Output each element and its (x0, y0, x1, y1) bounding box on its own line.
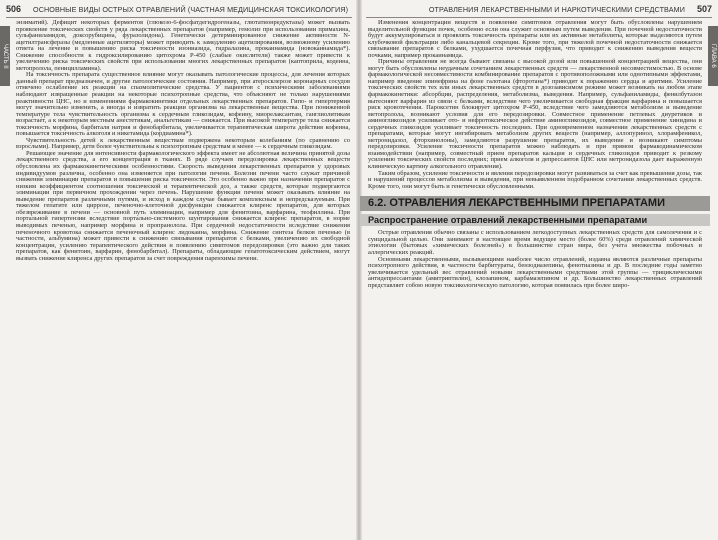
left-running-header (6, 4, 352, 18)
left-page (0, 0, 358, 540)
paragraph: На токсичность препарата существенное влияние могут оказывать патологические процессы, для лечения которых данный препарат предназначен, и другие патологические состояния. Например, при атеросклерозе коронарных сосудов отмечено ослабление их реакции на спазмолитические средства. У пациентов с психическими заболеваниями наблюдают извращенные реакции на некоторые психотропные средства, что объясняют не только нарушениями реактивности ЦНС, но и изменениями фармакокинетики отдельных лекарственных препаратов. Гипо- и гипертермия могут значительно изменить, а иногда и извратить реакции организма на лекарственные вещества. При пониженной температуре тела чувствительность организма к сердечным гликозидам, кофеину, миорелаксантам, ганглиолитикам возрастает, а к некоторым местным анестетикам, анальгетикам — снижается. При высокой температуре тела снижается токсичность морфина, барбиталя натрия и фенобарбитала, увеличивается терапевтическая широта действия кофеина, повышается токсичность алкоголя и никетамида (кордиамина*). (16, 71, 350, 138)
paragraph: Решающее значение для интенсивности фармакологического эффекта имеет не абсолютная величина принятой дозы лекарственного средства, а его концентрация в тканях. В ряде случаев передозировка лекарственных веществ обусловлена их фармакокинетическими особенностями. Скорость выведения лекарственных препаратов у здоровых индивидуумов различна, особенно она изменяется при патологии печени. Болезни печени часто служат причиной снижения элиминации препаратов и повышения риска токсичности. Это особенно важно при назначении препаратов с низким коэффициентом соотношения токсической и терапевтической доз, а также средств, которые подвергаются элиминации при первичном прохождении через печень. Нарушение функции печени может оказывать влияние на выведение препаратов различными путями, и исход в каждом случае бывает комплексным и непредсказуемым. При тяжелом гепатите или циррозе, печеночно-клеточной дисфункции снижается клиренс препаратов, для которых обезвреживание в печени — основной путь элиминации, например для фенитоина, варфарина, теофиллина. При портальной гипертензии вследствие портально-системного шунтирования снижается клиренс препаратов, в норме выводимых печенью, например морфина и пропранолола. При сердечной недостаточности вследствие снижения печеночного кровотока снижается печеночный клиренс лидокаина, морфина. Снижение синтеза белков печенью (в частности, альбумина) может привести к снижению связывания препаратов с белками, увеличению их свободной концентрации, усилению терапевтического действия и появлению симптомов передозировки (это важно для таких препаратов, как фенитоин, варфарин, фенобарбитал). Препараты, обладающие гепатотоксическим действием, могут вызвать снижение клиренса других препаратов за счет повреждения паренхимы печени. (16, 149, 350, 262)
paragraph: Чувствительность детей к лекарственным веществам подвержена некоторым колебаниям (по сравнению со взрослыми). Например, дети более чувствительны к психотропным средствам и менее — к сердечным гликозидам. (16, 136, 350, 151)
right-running-header (366, 4, 712, 18)
right-page (360, 0, 718, 540)
subsection-title: Распространение отравлений лекарственными препаратами (360, 214, 710, 227)
paragraph: Причины отравления не всегда бывают связаны с высокой дозой или повышенной концентрацией вещества, они могут быть обусловлены неудачным сочетанием лекарственных средств — лекарственной несовместимостью. В основе фармакологической несовместимости комбинирование препаратов с противоположными или однотипными эффектами, например введение эпинефрина на фоне галотана (фторотана*) приводит к поражению сердца и аритмии. Усиление токсических свойств тех или иных лекарственных средств в дозозависимом режиме может возникать на любом этапе фармакокинетики: абсорбции, распределения, метаболизма, выведения. Например, сульфаниламиды, фенилбутазон вытесняют варфарин из связи с белками, вследствие чего увеличивается свободная фракция варфарина и повышается риск кровотечения. Пароксетин блокирует цитохром Р-450, вследствие чего замедляются метаболизм и выведение метопролола, возникают условия для его передозировки. Совместное применение петлевых диуретиков и аминогликозидов усиливает ото- и нефротоксическое действие аминогликозидов, совместное применение хинидина и сердечных гликозидов усиливает токсичность последних. При одновременном назначении лекарственных средств с препаратами, которые могут ингибировать метаболизм других веществ (например, аллопуринол, хлорамфеникол, метронидазол, фторхинолоны), замедляются разрушение препаратов, их выведение и возникают симптомы передозировки. Усиление токсичности препаратов можно наблюдать и при прямом фармакодинамическом взаимодействии (например, совместный прием препаратов кальция и сердечных гликозидов приводит к резкому усилению токсических свойств последних; прием алкоголя и депрессантов ЦНС или метронидазола дает выраженную клиническую картину алкогольного отравления). (368, 58, 702, 171)
section-title: 6.2. ОТРАВЛЕНИЯ ЛЕКАРСТВЕННЫМИ ПРЕПАРАТАМИ (360, 196, 710, 211)
right-side-tab: ГЛАВА 6 (708, 26, 718, 86)
paragraph: Острые отравления обычно связаны с использованием легкодоступных лекарственных средств для самолечения и с суицидальной целью. Они занимают в настоящее время ведущее место (более 60%) среди отравлений химической этиологии (бытовых «химических болезней») в большинстве стран мира, без учета множества побочных и аллергических реакций. (368, 229, 702, 256)
paragraph: энзиматий). Дефицит некоторых ферментов (глюкозо-6-фосфатдегидрогеназы, глютатионредуктазы) может вызвать проявление токсических свойств у ряда лекарственных препаратов (например, гемолиз при использовании примахина, сульфаниламидов, доксорубицина, фуразолидона). Генетически детерминированное снижение активности N-ацетилтрансферазы (медленные ацетиляторы) может приводить к замедлению ацетилирования, возможному усилению ответа на лечение и повышению риска токсичности изониазида, гидралазина, прокаинамида (новокаинамида*). Снижение способности к гидроксилированию цитохрома Р-450 (слабые окислители) также может привести к увеличению риска токсических свойств при использовании многих лекарственных препаратов (каптоприла, кодеина, метопролола, пеницилламина). (16, 19, 350, 72)
paragraph: Основными лекарственными, вызывающими наиболее число отравлений, издавна являются различные препараты психотропного действия, в частности барбитураты, бензодиазепины, фенотиазины и др. В последние годы заметно увеличивается удельный вес отравлений новыми лекарственными средствами этой группы — трициклическими антидепрессантами (амитриптилин), клозапином, карбамазепином и др. Большинство лекарственных отравлений представляет собою новую токсикологическую патологию, которая появилась при более широ- (368, 255, 702, 289)
right-running-head: ОТРАВЛЕНИЯ ЛЕКАРСТВЕННЫМИ И НАРКОТИЧЕСКИМИ СРЕДСТВАМИ (428, 5, 685, 14)
paragraph: Таким образом, усиление токсичности и явления передозировки могут развиваться за счет как превышения дозы, так и нарушений процессов метаболизма и выведения, при невыявленном подобранном сочетании лекарственных средств. Кроме того, они могут быть и генетически обусловленными. (368, 169, 702, 190)
left-side-tab: ЧАСТЬ II (0, 26, 10, 86)
right-page-number: 507 (696, 4, 712, 14)
left-body-text (16, 20, 350, 262)
left-page-number: 506 (6, 4, 22, 14)
paragraph: Изменения концентрации веществ и появление симптомов отравления могут быть обусловлены нарушением выделительной функции почек, особенно если она служит основным путем выведения. При почечной недостаточности будут аккумулироваться и проявлять токсичность препараты или их активные метаболиты, которые выделяются путем клубочковой фильтрации либо канальцевой секреции. Кроме того, при тяжелой почечной недостаточности снижается связывание препаратов с белками, ухудшается почечная перфузия, что приводит к снижению выведения веществ почками, например прокаинамида. (368, 19, 702, 59)
left-running-head: ОСНОВНЫЕ ВИДЫ ОСТРЫХ ОТРАВЛЕНИЙ (ЧАСТНАЯ МЕДИЦИНСКАЯ ТОКСИКОЛОГИЯ) (33, 5, 349, 14)
right-body-text (368, 20, 702, 289)
